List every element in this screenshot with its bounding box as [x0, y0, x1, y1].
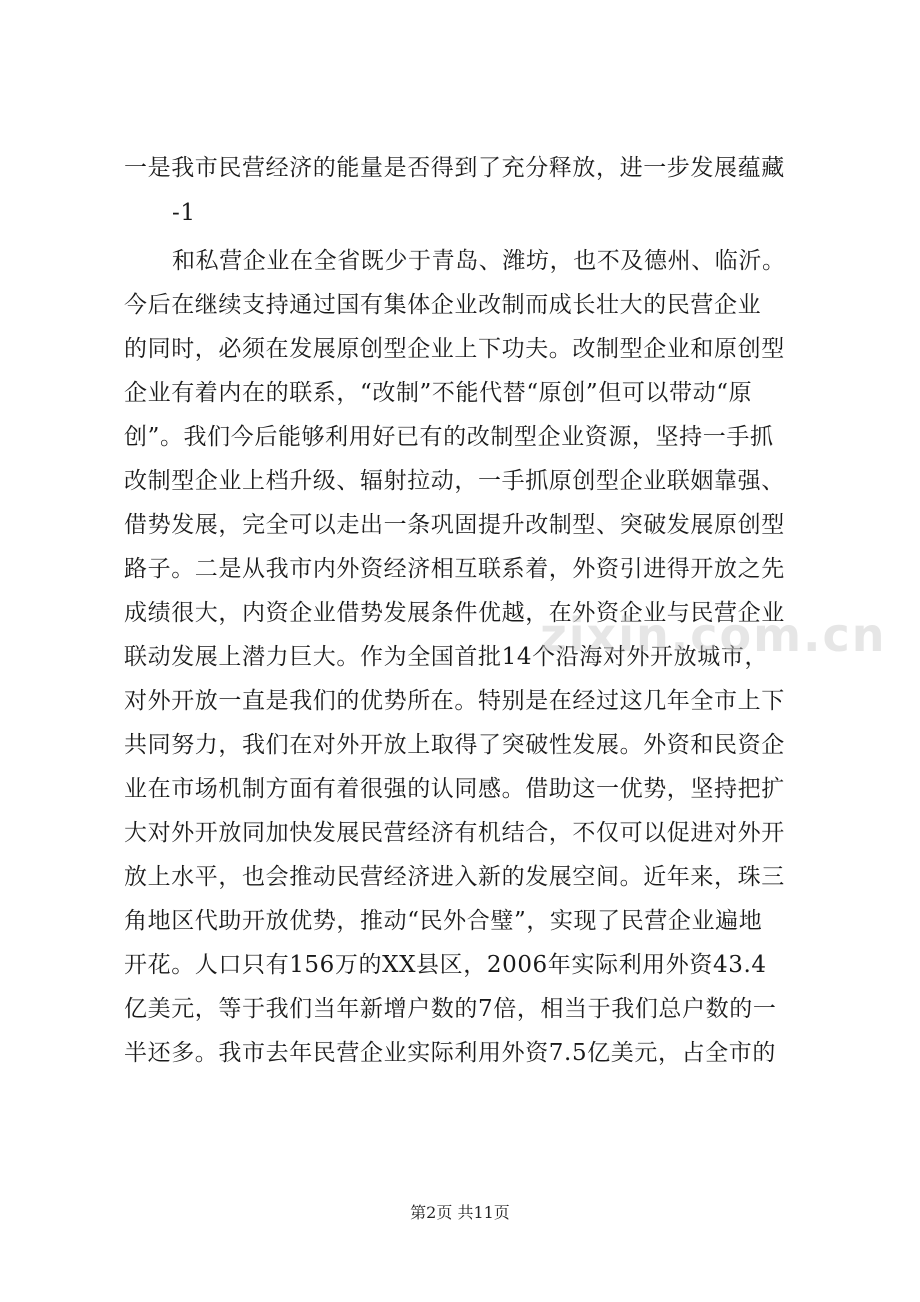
text-line-17: 放上水平，也会推动民营经济进入新的发展空间。近年来，珠三 [124, 864, 785, 890]
text-line-8: 改制型企业上档升级、辐射拉动，一手抓原创型企业联姻靠强、 [124, 468, 785, 494]
text-line-16: 大对外开放同加快发展民营经济有机结合，不仅可以促进对外开 [124, 820, 785, 846]
text-line-2: -1 [172, 200, 196, 226]
text-line-9: 借势发展，完全可以走出一条巩固提升改制型、突破发展原创型 [124, 512, 785, 538]
text-line-12: 联动发展上潜力巨大。作为全国首批14个沿海对外开放城市， [124, 644, 769, 670]
text-line-20: 亿美元，等于我们当年新增户数的7倍，相当于我们总户数的一 [124, 996, 777, 1022]
text-line-14: 共同努力，我们在对外开放上取得了突破性发展。外资和民资企 [124, 732, 785, 758]
text-line-21: 半还多。我市去年民营企业实际利用外资7.5亿美元，占全市的 [124, 1040, 776, 1066]
text-line-7: 创”。我们今后能够利用好已有的改制型企业资源，坚持一手抓 [124, 424, 774, 450]
text-line-5: 的同时，必须在发展原创型企业上下功夫。改制型企业和原创型 [124, 336, 785, 362]
text-line-19: 开花。人口只有156万的XX县区，2006年实际利用外资43.4 [124, 952, 767, 978]
text-line-11: 成绩很大，内资企业借势发展条件优越，在外资企业与民营企业 [124, 600, 785, 626]
watermark: zixin.com.cn [540, 608, 887, 662]
text-line-1: 一是我市民营经济的能量是否得到了充分释放，进一步发展蕴藏 [124, 155, 785, 181]
text-line-4: 今后在继续支持通过国有集体企业改制而成长壮大的民营企业 [124, 292, 762, 318]
text-line-13: 对外开放一直是我们的优势所在。特别是在经过这几年全市上下 [124, 688, 785, 714]
text-line-6: 企业有着内在的联系，“改制”不能代替“原创”但可以带动“原 [124, 380, 753, 406]
page-footer: 第2页 共11页 [410, 1203, 510, 1222]
text-line-18: 角地区代助开放优势，推动“民外合璧”，实现了民营企业遍地 [124, 908, 763, 934]
text-line-3: 和私营企业在全省既少于青岛、潍坊，也不及德州、临沂。 [172, 248, 786, 274]
text-line-10: 路子。二是从我市内外资经济相互联系着，外资引进得开放之先 [124, 556, 785, 582]
text-line-15: 业在市场机制方面有着很强的认同感。借助这一优势，坚持把扩 [124, 776, 785, 802]
